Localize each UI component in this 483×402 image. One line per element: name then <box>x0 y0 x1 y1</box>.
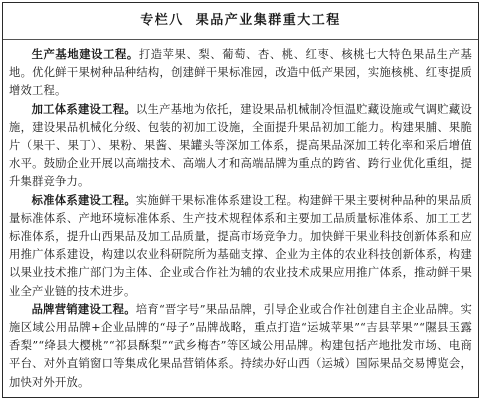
section-processing-system <box>9 101 472 192</box>
section-text: 打造苹果、梨、葡萄、杏、桃、红枣、核桃七大特色果品生产基地。优化鲜干果树种品种结构，创建鲜干果标准园，改造中低产果园，实施核桃、红枣提质增效工程。 <box>9 48 472 98</box>
section-heading: 标准体系建设工程。 <box>31 193 136 207</box>
section-heading: 品牌营销建设工程。 <box>31 302 136 316</box>
section-heading: 加工体系建设工程。 <box>31 102 136 116</box>
column-content <box>3 40 478 392</box>
column-title: 专栏八 果品产业集群重大工程 <box>3 3 478 40</box>
section-text: 实施鲜干果标准体系建设工程。构建鲜干果主要树种品种的果品质量标准体系、产地环境标准体系、生产技术规程体系和主要加工品质量标准体系、加工工艺标准体系，提升山西果品及加工品质量，提高市场竞争力。加快鲜干果业科技创新体系和应用推广体系建设，构建以农业科研院所为基础支撑、企业为主体的农业科技创新体系，构建以果业技术推广部门为主体、企业或合作社为辅的农业技术成果应用推广体系，推动鲜干果业全产业链的技术进步。 <box>9 193 472 298</box>
column-box <box>2 2 479 398</box>
section-heading: 生产基地建设工程。 <box>31 48 139 61</box>
section-production-base <box>9 46 472 101</box>
section-brand-marketing <box>9 301 472 392</box>
section-text: 以生产基地为依托，建设果品机械制冷恒温贮藏设施或气调贮藏设施，建设果品机械化分级、包装的初加工设施，全面提升果品初加工能力。构建果脯、果脆片（果干、果丁）、果粉、果酱、果罐头等深加工体系，提高果品深加工转化率和采后增值水平。鼓励企业开展以高端技术、高端人才和高端品牌为重点的跨省、跨行业优化重组，提升集群竞争力。 <box>9 102 472 189</box>
section-text: 培育“晋字号”果品品牌，引导企业或合作社创建自主企业品牌。实施区域公用品牌+企业品牌的“母子”品牌战略，重点打造“运城苹果”“吉县苹果”“隰县玉露香梨”“绛县大樱桃”“祁县酥梨”“武乡梅杏”等区域公用品牌。构建包括产地批发市场、电商平台、对外直销窗口等集成化果品营销体系。持续办好山西（运城）国际果品交易博览会，加快对外开放。 <box>9 302 472 389</box>
section-standard-system <box>9 192 472 301</box>
